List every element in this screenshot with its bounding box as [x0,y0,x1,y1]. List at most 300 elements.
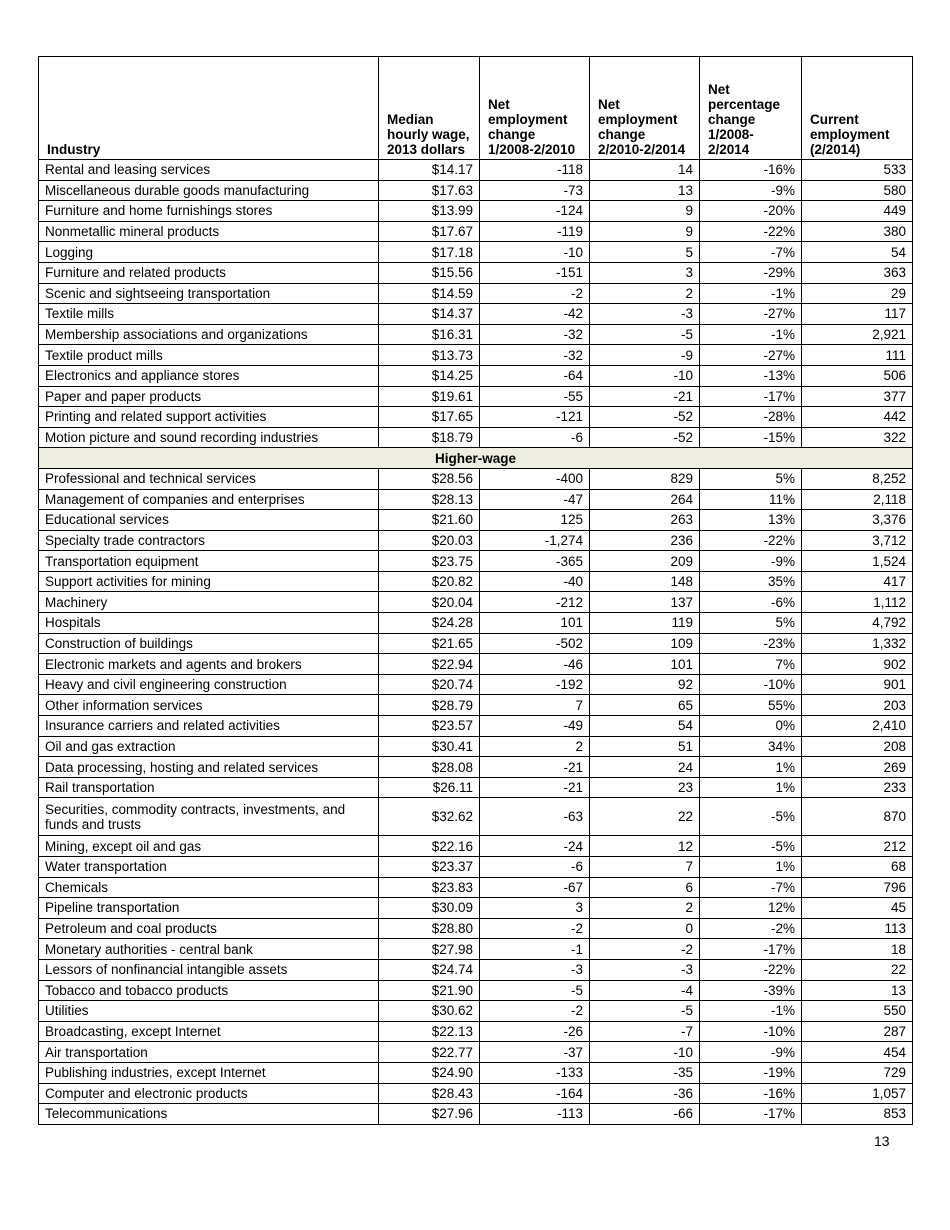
industry-cell: Hospitals [39,613,379,634]
median-wage-cell: $24.28 [379,613,480,634]
net-change-2010-2014-cell: 148 [590,571,700,592]
net-percentage-change-cell: -20% [700,201,802,222]
net-percentage-change-cell: -17% [700,1104,802,1125]
net-change-2008-2010-cell: -6 [480,427,590,448]
net-change-2010-2014-cell: 137 [590,592,700,613]
net-percentage-change-cell: 11% [700,489,802,510]
header-current-employment: Current employment (2/2014) [802,57,913,160]
net-change-2010-2014-cell: 65 [590,695,700,716]
table-row [39,857,913,878]
net-change-2010-2014-cell: 23 [590,777,700,798]
median-wage-cell: $22.13 [379,1021,480,1042]
current-employment-cell: 1,112 [802,592,913,613]
net-change-2008-2010-cell: -5 [480,980,590,1001]
industry-cell: Textile product mills [39,345,379,366]
median-wage-cell: $18.79 [379,427,480,448]
current-employment-cell: 729 [802,1062,913,1083]
net-percentage-change-cell: 1% [700,857,802,878]
current-employment-cell: 54 [802,242,913,263]
net-percentage-change-cell: 5% [700,613,802,634]
net-change-2010-2014-cell: 14 [590,160,700,181]
table-row [39,427,913,448]
net-percentage-change-cell: -27% [700,345,802,366]
industry-cell: Motion picture and sound recording industries [39,427,379,448]
net-percentage-change-cell: -17% [700,939,802,960]
net-change-2008-2010-cell: -212 [480,592,590,613]
industry-cell: Broadcasting, except Internet [39,1021,379,1042]
table-row [39,201,913,222]
table-row [39,180,913,201]
median-wage-cell: $21.90 [379,980,480,1001]
industry-cell: Utilities [39,1001,379,1022]
net-change-2008-2010-cell: -40 [480,571,590,592]
net-change-2010-2014-cell: 5 [590,242,700,263]
current-employment-cell: 111 [802,345,913,366]
median-wage-cell: $22.77 [379,1042,480,1063]
industry-cell: Machinery [39,592,379,613]
industry-cell: Furniture and related products [39,262,379,283]
net-change-2008-2010-cell: -2 [480,283,590,304]
net-change-2010-2014-cell: 54 [590,716,700,737]
current-employment-cell: 203 [802,695,913,716]
industry-cell: Chemicals [39,877,379,898]
net-change-2010-2014-cell: -2 [590,939,700,960]
net-change-2008-2010-cell: -118 [480,160,590,181]
net-change-2008-2010-cell: -49 [480,716,590,737]
table-row [39,530,913,551]
net-change-2008-2010-cell: -113 [480,1104,590,1125]
net-change-2008-2010-cell: -21 [480,777,590,798]
net-change-2010-2014-cell: 119 [590,613,700,634]
industry-cell: Miscellaneous durable goods manufacturing [39,180,379,201]
net-change-2008-2010-cell: -2 [480,1001,590,1022]
table-row [39,221,913,242]
median-wage-cell: $28.80 [379,918,480,939]
current-employment-cell: 18 [802,939,913,960]
net-change-2008-2010-cell: -21 [480,757,590,778]
net-change-2010-2014-cell: 7 [590,857,700,878]
median-wage-cell: $21.65 [379,633,480,654]
current-employment-cell: 449 [802,201,913,222]
current-employment-cell: 208 [802,736,913,757]
current-employment-cell: 2,921 [802,324,913,345]
net-change-2010-2014-cell: -36 [590,1083,700,1104]
table-row [39,613,913,634]
median-wage-cell: $27.98 [379,939,480,960]
median-wage-cell: $15.56 [379,262,480,283]
current-employment-cell: 853 [802,1104,913,1125]
table-row [39,918,913,939]
net-percentage-change-cell: -17% [700,386,802,407]
industry-cell: Construction of buildings [39,633,379,654]
median-wage-cell: $23.37 [379,857,480,878]
table-row [39,1104,913,1125]
net-change-2010-2014-cell: 22 [590,798,700,836]
median-wage-cell: $28.13 [379,489,480,510]
net-percentage-change-cell: -22% [700,530,802,551]
net-percentage-change-cell: 35% [700,571,802,592]
median-wage-cell: $21.60 [379,510,480,531]
net-percentage-change-cell: -19% [700,1062,802,1083]
current-employment-cell: 117 [802,304,913,325]
current-employment-cell: 212 [802,836,913,857]
current-employment-cell: 533 [802,160,913,181]
current-employment-cell: 902 [802,654,913,675]
industry-cell: Rail transportation [39,777,379,798]
net-change-2008-2010-cell: -365 [480,551,590,572]
net-change-2008-2010-cell: -502 [480,633,590,654]
table-row [39,695,913,716]
net-change-2008-2010-cell: 101 [480,613,590,634]
net-change-2010-2014-cell: 9 [590,221,700,242]
median-wage-cell: $20.04 [379,592,480,613]
current-employment-cell: 29 [802,283,913,304]
current-employment-cell: 377 [802,386,913,407]
industry-cell: Rental and leasing services [39,160,379,181]
table-row [39,674,913,695]
net-change-2008-2010-cell: -119 [480,221,590,242]
current-employment-cell: 113 [802,918,913,939]
net-change-2008-2010-cell: -133 [480,1062,590,1083]
net-change-2010-2014-cell: -35 [590,1062,700,1083]
table-row [39,1062,913,1083]
current-employment-cell: 454 [802,1042,913,1063]
current-employment-cell: 2,118 [802,489,913,510]
net-percentage-change-cell: 12% [700,898,802,919]
net-change-2008-2010-cell: -46 [480,654,590,675]
table-row [39,510,913,531]
net-change-2008-2010-cell: -24 [480,836,590,857]
net-percentage-change-cell: 1% [700,757,802,778]
net-change-2010-2014-cell: 101 [590,654,700,675]
table-header-row [39,57,913,160]
table-row [39,468,913,489]
industry-cell: Publishing industries, except Internet [39,1062,379,1083]
net-change-2008-2010-cell: -47 [480,489,590,510]
current-employment-cell: 2,410 [802,716,913,737]
net-percentage-change-cell: 34% [700,736,802,757]
median-wage-cell: $22.94 [379,654,480,675]
net-percentage-change-cell: -29% [700,262,802,283]
median-wage-cell: $23.57 [379,716,480,737]
current-employment-cell: 322 [802,427,913,448]
median-wage-cell: $19.61 [379,386,480,407]
current-employment-cell: 417 [802,571,913,592]
industry-cell: Scenic and sightseeing transportation [39,283,379,304]
industry-cell: Printing and related support activities [39,407,379,428]
median-wage-cell: $24.74 [379,959,480,980]
current-employment-cell: 380 [802,221,913,242]
net-change-2010-2014-cell: 236 [590,530,700,551]
table-row [39,1083,913,1104]
table-row [39,633,913,654]
net-change-2010-2014-cell: 13 [590,180,700,201]
net-change-2010-2014-cell: -4 [590,980,700,1001]
current-employment-cell: 3,712 [802,530,913,551]
net-change-2010-2014-cell: 829 [590,468,700,489]
net-change-2008-2010-cell: -164 [480,1083,590,1104]
net-percentage-change-cell: -6% [700,592,802,613]
table-row [39,757,913,778]
median-wage-cell: $22.16 [379,836,480,857]
industry-cell: Pipeline transportation [39,898,379,919]
industry-cell: Monetary authorities - central bank [39,939,379,960]
table-row [39,242,913,263]
net-percentage-change-cell: -10% [700,674,802,695]
net-change-2008-2010-cell: -26 [480,1021,590,1042]
current-employment-cell: 550 [802,1001,913,1022]
table-row [39,551,913,572]
table-row [39,654,913,675]
industry-cell: Petroleum and coal products [39,918,379,939]
net-change-2008-2010-cell: -192 [480,674,590,695]
industry-cell: Logging [39,242,379,263]
net-percentage-change-cell: -16% [700,1083,802,1104]
net-percentage-change-cell: -39% [700,980,802,1001]
table-row [39,345,913,366]
net-percentage-change-cell: -23% [700,633,802,654]
header-net-percentage-change: Net percentage change 1/2008-2/2014 [700,57,802,160]
industry-cell: Heavy and civil engineering construction [39,674,379,695]
industry-cell: Nonmetallic mineral products [39,221,379,242]
industry-cell: Computer and electronic products [39,1083,379,1104]
table-row [39,262,913,283]
header-net-change-2010-2014: Net employment change 2/2010-2/2014 [590,57,700,160]
table-row [39,777,913,798]
median-wage-cell: $14.25 [379,365,480,386]
table-row [39,898,913,919]
net-change-2008-2010-cell: -6 [480,857,590,878]
net-change-2010-2014-cell: -52 [590,427,700,448]
net-change-2010-2014-cell: 3 [590,262,700,283]
net-change-2010-2014-cell: -10 [590,1042,700,1063]
net-change-2010-2014-cell: 264 [590,489,700,510]
table-row [39,736,913,757]
net-percentage-change-cell: 13% [700,510,802,531]
industry-cell: Electronics and appliance stores [39,365,379,386]
table-row [39,592,913,613]
net-change-2008-2010-cell: -10 [480,242,590,263]
net-change-2008-2010-cell: 125 [480,510,590,531]
net-change-2008-2010-cell: -2 [480,918,590,939]
industry-cell: Paper and paper products [39,386,379,407]
net-percentage-change-cell: -22% [700,221,802,242]
page-number: 13 [874,1133,890,1149]
table-row [39,304,913,325]
net-percentage-change-cell: -1% [700,283,802,304]
header-net-change-2008-2010: Net employment change 1/2008-2/2010 [480,57,590,160]
net-change-2010-2014-cell: -3 [590,959,700,980]
median-wage-cell: $14.17 [379,160,480,181]
industry-cell: Tobacco and tobacco products [39,980,379,1001]
net-change-2008-2010-cell: -32 [480,324,590,345]
net-change-2008-2010-cell: -42 [480,304,590,325]
table-row [39,939,913,960]
section-label: Higher-wage [39,448,913,469]
current-employment-cell: 796 [802,877,913,898]
current-employment-cell: 1,524 [802,551,913,572]
net-change-2010-2014-cell: -5 [590,1001,700,1022]
net-change-2008-2010-cell: -67 [480,877,590,898]
net-change-2010-2014-cell: 109 [590,633,700,654]
current-employment-cell: 901 [802,674,913,695]
median-wage-cell: $23.75 [379,551,480,572]
median-wage-cell: $16.31 [379,324,480,345]
median-wage-cell: $30.09 [379,898,480,919]
industry-cell: Transportation equipment [39,551,379,572]
net-change-2010-2014-cell: 2 [590,898,700,919]
net-percentage-change-cell: -10% [700,1021,802,1042]
industry-cell: Electronic markets and agents and brokers [39,654,379,675]
net-percentage-change-cell: -2% [700,918,802,939]
net-change-2010-2014-cell: 2 [590,283,700,304]
net-percentage-change-cell: 5% [700,468,802,489]
net-percentage-change-cell: -16% [700,160,802,181]
net-change-2008-2010-cell: -64 [480,365,590,386]
table-row [39,1021,913,1042]
industry-cell: Telecommunications [39,1104,379,1125]
current-employment-cell: 68 [802,857,913,878]
net-change-2008-2010-cell: -121 [480,407,590,428]
industry-cell: Lessors of nonfinancial intangible assets [39,959,379,980]
industry-cell: Air transportation [39,1042,379,1063]
net-change-2010-2014-cell: -66 [590,1104,700,1125]
current-employment-cell: 363 [802,262,913,283]
industry-cell: Membership associations and organizations [39,324,379,345]
current-employment-cell: 233 [802,777,913,798]
current-employment-cell: 13 [802,980,913,1001]
net-percentage-change-cell: 0% [700,716,802,737]
net-change-2008-2010-cell: -3 [480,959,590,980]
net-change-2010-2014-cell: -9 [590,345,700,366]
table-row [39,716,913,737]
net-change-2008-2010-cell: -1 [480,939,590,960]
median-wage-cell: $28.79 [379,695,480,716]
net-percentage-change-cell: -22% [700,959,802,980]
net-change-2010-2014-cell: 9 [590,201,700,222]
net-change-2010-2014-cell: 6 [590,877,700,898]
median-wage-cell: $26.11 [379,777,480,798]
net-percentage-change-cell: -28% [700,407,802,428]
net-change-2008-2010-cell: -73 [480,180,590,201]
table-row [39,324,913,345]
median-wage-cell: $17.18 [379,242,480,263]
net-change-2010-2014-cell: -3 [590,304,700,325]
net-percentage-change-cell: -13% [700,365,802,386]
industry-cell: Oil and gas extraction [39,736,379,757]
industry-cell: Management of companies and enterprises [39,489,379,510]
table-row [39,365,913,386]
net-change-2008-2010-cell: -63 [480,798,590,836]
current-employment-cell: 580 [802,180,913,201]
table-row [39,980,913,1001]
net-change-2010-2014-cell: 51 [590,736,700,757]
net-change-2010-2014-cell: -5 [590,324,700,345]
net-percentage-change-cell: -9% [700,551,802,572]
median-wage-cell: $27.96 [379,1104,480,1125]
table-row [39,571,913,592]
current-employment-cell: 8,252 [802,468,913,489]
industry-cell: Insurance carriers and related activities [39,716,379,737]
table-row [39,877,913,898]
net-change-2008-2010-cell: 3 [480,898,590,919]
net-change-2008-2010-cell: -400 [480,468,590,489]
net-percentage-change-cell: -9% [700,1042,802,1063]
net-change-2010-2014-cell: -10 [590,365,700,386]
net-change-2010-2014-cell: -52 [590,407,700,428]
net-percentage-change-cell: -5% [700,836,802,857]
industry-cell: Educational services [39,510,379,531]
table-row [39,407,913,428]
median-wage-cell: $20.82 [379,571,480,592]
median-wage-cell: $17.67 [379,221,480,242]
net-percentage-change-cell: -27% [700,304,802,325]
industry-cell: Other information services [39,695,379,716]
median-wage-cell: $24.90 [379,1062,480,1083]
net-change-2008-2010-cell: -1,274 [480,530,590,551]
net-change-2010-2014-cell: 24 [590,757,700,778]
current-employment-cell: 4,792 [802,613,913,634]
median-wage-cell: $28.43 [379,1083,480,1104]
net-percentage-change-cell: -1% [700,324,802,345]
current-employment-cell: 1,332 [802,633,913,654]
median-wage-cell: $14.59 [379,283,480,304]
table-row [39,1001,913,1022]
net-percentage-change-cell: 55% [700,695,802,716]
current-employment-cell: 269 [802,757,913,778]
industry-cell: Securities, commodity contracts, investments, and funds and trusts [39,798,379,836]
net-percentage-change-cell: -7% [700,877,802,898]
header-industry: Industry [39,57,379,160]
net-change-2008-2010-cell: -32 [480,345,590,366]
net-change-2010-2014-cell: 263 [590,510,700,531]
industry-cell: Specialty trade contractors [39,530,379,551]
industry-cell: Water transportation [39,857,379,878]
net-change-2010-2014-cell: 209 [590,551,700,572]
median-wage-cell: $13.99 [379,201,480,222]
median-wage-cell: $23.83 [379,877,480,898]
section-header-row [39,448,913,469]
median-wage-cell: $28.08 [379,757,480,778]
industry-cell: Data processing, hosting and related services [39,757,379,778]
median-wage-cell: $30.41 [379,736,480,757]
table-row [39,836,913,857]
net-change-2008-2010-cell: -55 [480,386,590,407]
net-percentage-change-cell: -9% [700,180,802,201]
median-wage-cell: $17.65 [379,407,480,428]
table-row [39,798,913,836]
net-percentage-change-cell: -1% [700,1001,802,1022]
net-change-2008-2010-cell: -151 [480,262,590,283]
current-employment-cell: 287 [802,1021,913,1042]
table-row [39,160,913,181]
net-percentage-change-cell: -15% [700,427,802,448]
median-wage-cell: $20.74 [379,674,480,695]
current-employment-cell: 870 [802,798,913,836]
industry-employment-table [38,56,913,1125]
net-change-2010-2014-cell: 92 [590,674,700,695]
median-wage-cell: $32.62 [379,798,480,836]
net-change-2008-2010-cell: -124 [480,201,590,222]
table-row [39,959,913,980]
current-employment-cell: 22 [802,959,913,980]
median-wage-cell: $17.63 [379,180,480,201]
industry-cell: Support activities for mining [39,571,379,592]
current-employment-cell: 1,057 [802,1083,913,1104]
net-change-2010-2014-cell: -21 [590,386,700,407]
median-wage-cell: $30.62 [379,1001,480,1022]
header-median-wage: Median hourly wage, 2013 dollars [379,57,480,160]
